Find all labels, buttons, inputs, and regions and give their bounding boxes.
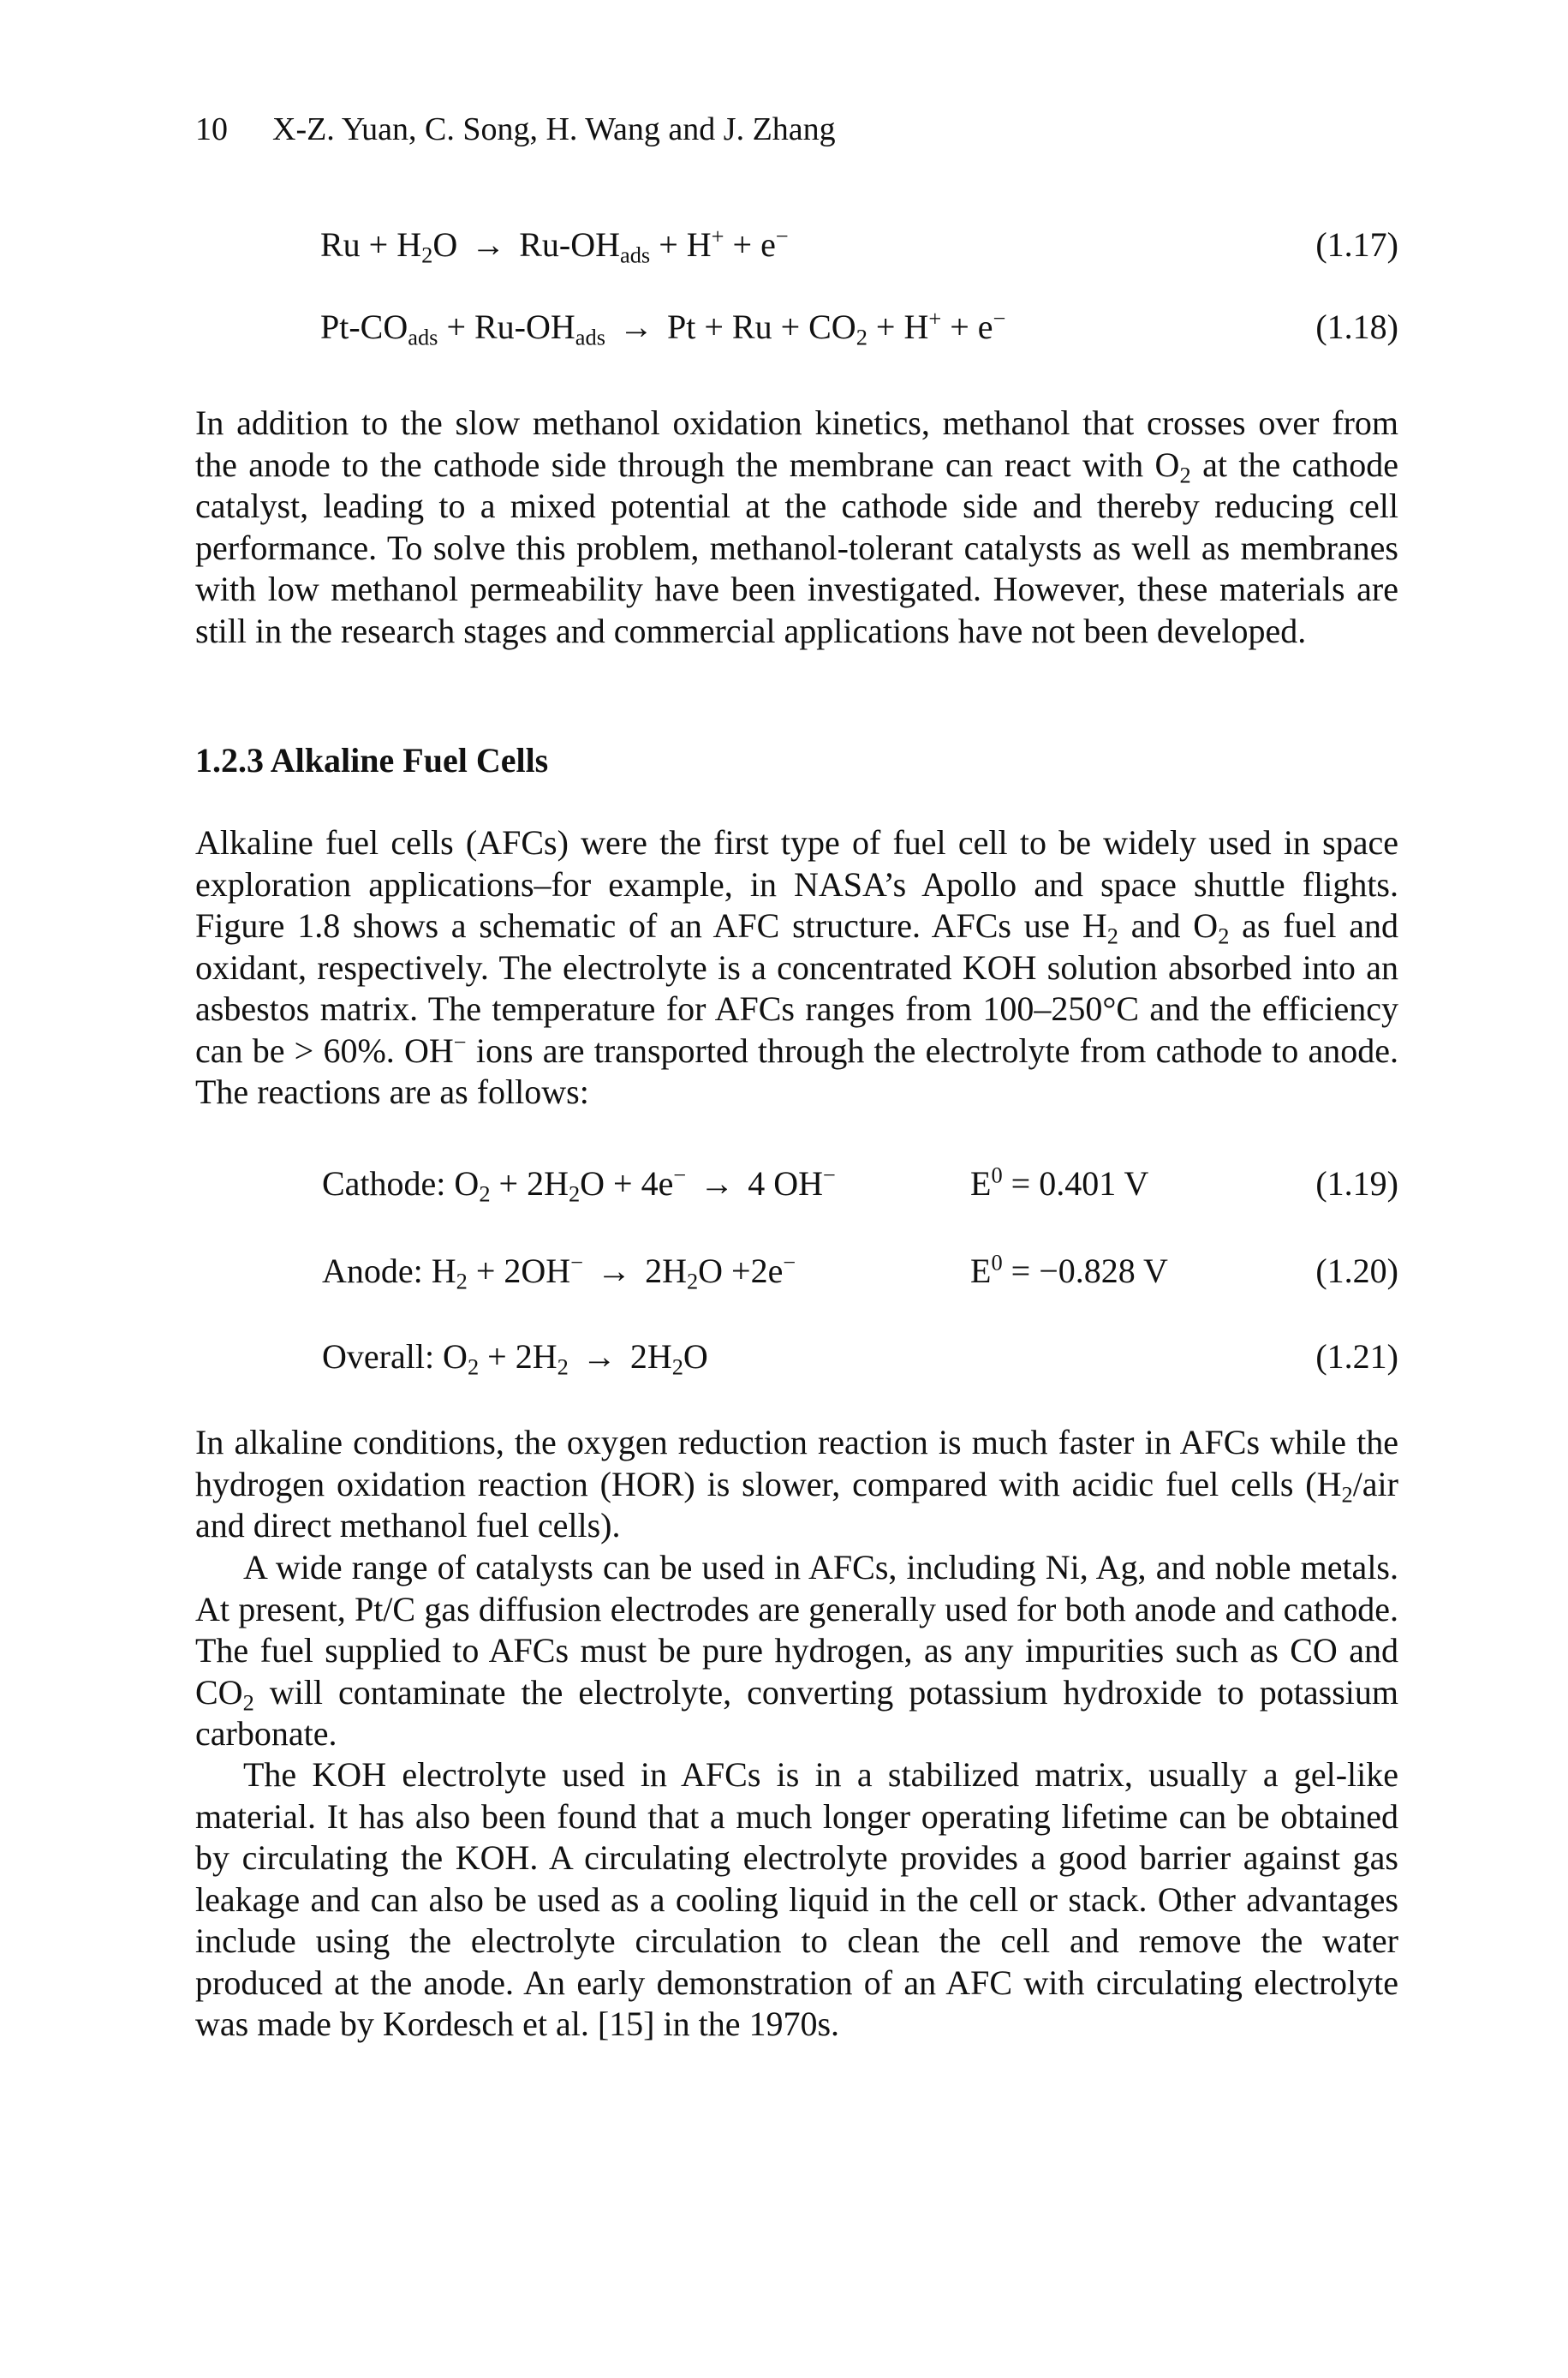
arrow-icon: → — [581, 1337, 617, 1376]
standard-potential: $E^0 = -0.828$ V — [970, 1249, 1168, 1290]
equation-1-19 — [0, 1162, 1568, 1206]
arrow-icon: → — [618, 308, 653, 346]
equation-1-21 — [0, 1335, 1568, 1379]
equation-1-18 — [0, 305, 1568, 350]
paragraph-koh-electrolyte: The KOH electrolyte used in AFCs is in a stabilized matrix, usually a gel-like material. It has also been found that a much longer operating lifetime can be obtained by circulating the KOH. A circulating electrolyte provides a good barrier against gas leakage and can also be used as a cooling liquid in the cell or stack. Other advantages include using the electrolyte circulation to clean the cell and remove the water produced at the anode. An early demonstration of an AFC with circulating electrolyte was made by Kordesch et al. [15] in the 1970s. — [195, 1755, 1398, 2043]
paragraph-catalysts: A wide range of catalysts can be used in AFCs, including Ni, Ag, and noble metals. At present, Pt/C gas diffusion electrodes are generally used for both anode and cathode. The fuel supplied to AFCs must be pure hydrogen, as any impurities such as CO and $CO_2$ will contaminate the electrolyte, converting potassium hydroxide to potassium carbonate. — [195, 1548, 1398, 1753]
equation-expression: $Pt-CO_{ads} + Ru-OH_{ads} \to Pt + Ru + CO_2 + H^+ + e^-$ — [320, 305, 1006, 350]
equation-expression: Overall: $O_2 + 2H_2 \to 2H_2O$ — [322, 1335, 708, 1379]
standard-potential: $E^0 = 0.401$ V — [970, 1162, 1149, 1203]
paragraph-afc-intro: Alkaline fuel cells (AFCs) were the first type of fuel cell to be widely used in space exploration applications–for example, in NASA’s Apollo and space shuttle flights. Figure 1.8 shows a schematic of an AFC structure. AFCs use $H_2$ and $O_2$ as fuel and oxidant, respectively. The electrolyte is a concentrated KOH solution absorbed into an asbestos matrix. The temperature for AFCs ranges from 100–250°C and the efficiency can be > 60%. OH− ions are transported through the electrolyte from cathode to anode. The reactions are as follows: — [195, 823, 1399, 1111]
equation-number: (1.18) — [1315, 308, 1398, 346]
paragraph-methanol-crossover: In addition to the slow methanol oxidation kinetics, methanol that crosses over from the anode to the cathode side through the membrane can react with $O_2$ at the cathode catalyst, leading to a mixed potential at the cathode side and thereby reducing cell performance. To solve this problem, methanol-tolerant catalysts as well as membranes with low methanol permeability have been investigated. However, these materials are still in the research stages and commercial applications have not been developed. — [195, 403, 1399, 650]
equation-number: (1.17) — [1315, 225, 1398, 264]
equation-1-17 — [0, 223, 1568, 267]
equation-number: (1.21) — [1315, 1337, 1398, 1376]
equation-expression: Cathode: $O_2 + 2H_2O + 4e^- \to 4$ OH− — [322, 1162, 836, 1207]
arrow-icon: → — [597, 1252, 632, 1290]
section-heading: 1.2.3 Alkaline Fuel Cells — [195, 741, 549, 780]
running-head-authors: X-Z. Yuan, C. Song, H. Wang and J. Zhang — [272, 111, 836, 147]
equation-1-20 — [0, 1249, 1568, 1294]
arrow-icon: → — [700, 1164, 735, 1203]
running-head — [195, 113, 836, 146]
equation-number: (1.20) — [1315, 1252, 1398, 1290]
equation-expression: Anode: $H_2 + 2OH^- \to 2H_2O +2e^-$ — [322, 1249, 796, 1294]
equation-number: (1.19) — [1315, 1164, 1398, 1203]
paragraph-alkaline-conditions: In alkaline conditions, the oxygen reduction reaction is much faster in AFCs while the hydrogen oxidation reaction (HOR) is slower, compared with acidic fuel cells ($H_2$/air and direct methanol fuel cells). — [195, 1423, 1398, 1545]
page-number: 10 — [195, 111, 228, 147]
equation-expression: $Ru + H_2O \to Ru-OH_{ads} + H^+ + e^-$ — [320, 223, 789, 268]
arrow-icon: → — [471, 225, 506, 264]
